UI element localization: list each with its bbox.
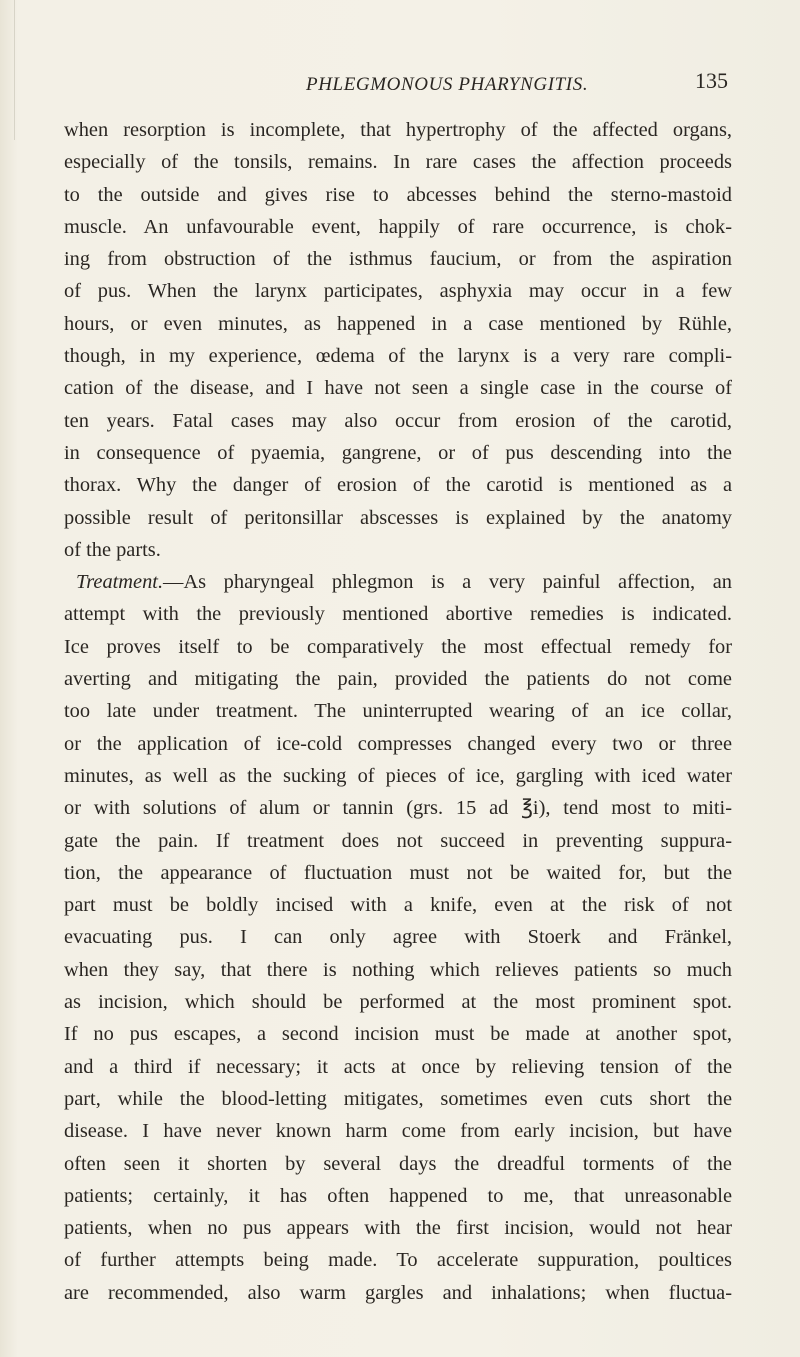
- text-line: of the parts.: [64, 538, 161, 561]
- text-line: attempt with the previously mentioned abortive remedies is indicated.: [64, 603, 732, 626]
- text-line: of further attempts being made. To accelerate suppuration, poultices: [64, 1249, 732, 1272]
- text-line: averting and mitigating the pain, provided the patients do not come: [64, 668, 732, 691]
- text-line: thorax. Why the danger of erosion of the carotid is mentioned as a: [64, 474, 732, 497]
- text-line: cation of the disease, and I have not seen a single case in the course of: [64, 377, 732, 400]
- text-line: minutes, as well as the sucking of pieces of ice, gargling with iced water: [64, 764, 732, 787]
- body-text: [64, 114, 732, 1309]
- text-line: ten years. Fatal cases may also occur from erosion of the carotid,: [64, 409, 732, 432]
- scan-edge-shadow: [0, 0, 15, 140]
- text-line: possible result of peritonsillar abscesses is explained by the anatomy: [64, 506, 732, 529]
- text-line: often seen it shorten by several days the dreadful torments of the: [64, 1152, 732, 1175]
- text-line: too late under treatment. The uninterrupted wearing of an ice collar,: [64, 700, 732, 723]
- text-line: Ice proves itself to be comparatively the most effectual remedy for: [64, 635, 732, 658]
- text-line: If no pus escapes, a second incision must be made at another spot,: [64, 1023, 732, 1046]
- text-line: as incision, which should be performed at the most prominent spot.: [64, 991, 732, 1014]
- text-line: part, while the blood-letting mitigates, sometimes even cuts short the: [64, 1087, 732, 1110]
- text-line: disease. I have never known harm come from early incision, but have: [64, 1120, 732, 1143]
- text-line: patients; certainly, it has often happened to me, that unreasonable: [64, 1184, 732, 1207]
- text-line: gate the pain. If treatment does not succeed in preventing suppura-: [64, 829, 732, 852]
- treatment-first-line-text: —As pharyngeal phlegmon is a very painful affection, an: [163, 571, 732, 594]
- text-line: tion, the appearance of fluctuation must not be waited for, but the: [64, 861, 732, 884]
- text-line: and a third if necessary; it acts at once by relieving tension of the: [64, 1055, 732, 1078]
- text-line: or with solutions of alum or tannin (grs. 15 ad ℥i), tend most to miti-: [64, 797, 732, 820]
- text-line: of pus. When the larynx participates, asphyxia may occur in a few: [64, 280, 732, 303]
- text-line: when resorption is incomplete, that hypertrophy of the affected organs,: [64, 119, 732, 141]
- page-number: 135: [695, 68, 728, 93]
- text-line: hours, or even minutes, as happened in a case mentioned by Rühle,: [64, 312, 732, 335]
- text-line: ing from obstruction of the isthmus faucium, or from the aspiration: [64, 248, 732, 271]
- text-line: in consequence of pyaemia, gangrene, or of pus descending into the: [64, 441, 732, 464]
- text-line: are recommended, also warm gargles and inhalations; when fluctua-: [64, 1281, 732, 1304]
- treatment-paragraph-first-line: [64, 566, 732, 598]
- running-title: PHLEGMONOUS PHARYNGITIS.: [306, 74, 589, 95]
- text-line: evacuating pus. I can only agree with Stoerk and Fränkel,: [64, 926, 732, 949]
- text-line: when they say, that there is nothing which relieves patients so much: [64, 958, 732, 981]
- text-line: though, in my experience, œdema of the larynx is a very rare compli-: [64, 345, 732, 368]
- treatment-heading: Treatment.: [76, 571, 164, 594]
- text-line: to the outside and gives rise to abcesses behind the sterno-mastoid: [64, 183, 732, 206]
- running-header: [64, 68, 728, 108]
- text-line: or the application of ice-cold compresses changed every two or three: [64, 732, 732, 755]
- text-line: part must be boldly incised with a knife, even at the risk of not: [64, 894, 732, 917]
- text-line: patients, when no pus appears with the first incision, would not hear: [64, 1217, 732, 1240]
- text-line: muscle. An unfavourable event, happily of rare occurrence, is chok-: [64, 215, 732, 238]
- text-line: especially of the tonsils, remains. In rare cases the affection proceeds: [64, 151, 732, 174]
